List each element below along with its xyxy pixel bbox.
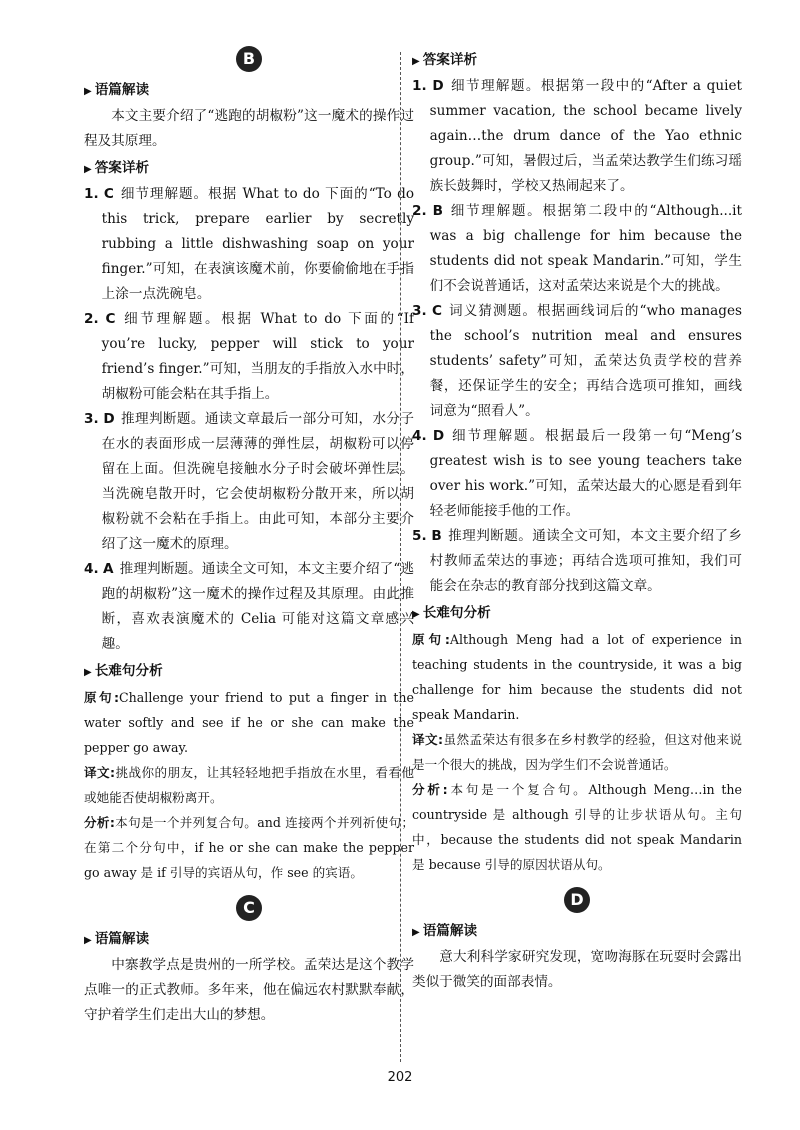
translation: 译文:虽然孟荣达有很多在乡村教学的经验，但这对他来说是一个很大的挑战，因为学生们不会说普通话。	[412, 732, 743, 772]
arrow-icon: ▶	[84, 86, 92, 97]
section-badge-d: D	[564, 887, 590, 913]
answer-item: 4. A 推理判断题。通读全文可知，本文主要介绍了“逃跑的胡椒粉”这一魔术的操作过程及其原理。由此推断，喜欢表演魔术的 Celia 可能对这篇文章感兴趣。	[84, 561, 414, 652]
answer-item: 1. C 细节理解题。根据 What to do 下面的“To do this trick, prepare earlier by secretly rubbing a little dishwashing soap on your finger.”可知，在表演该魔术前，你要偷偷地在手指上涂一点洗碗皂。	[84, 186, 414, 302]
section-heading-answers: ▶ 答案详析	[84, 160, 150, 176]
summary-paragraph: 中寨教学点是贵州的一所学校。孟荣达是这个教学点唯一的正式教师。多年来，他在偏远农村默默奉献，守护着学生们走出大山的梦想。	[84, 957, 414, 1023]
answer-list	[412, 74, 742, 599]
arrow-icon: ▶	[84, 667, 92, 678]
arrow-icon: ▶	[412, 927, 420, 938]
left-column	[84, 40, 414, 1028]
answer-item: 2. C 细节理解题。根据 What to do 下面的“If you’re lucky, pepper will stick to your friend’s finger.”可知，当朋友的手指放入水中时，胡椒粉可能会粘在其手指上。	[84, 311, 414, 402]
section-heading-summary: ▶ 语篇解读	[412, 923, 478, 939]
section-heading-answers: ▶ 答案详析	[412, 52, 478, 68]
arrow-icon: ▶	[84, 935, 92, 946]
answer-item: 4. D 细节理解题。根据最后一段第一句“Meng’s greatest wish is to see young teachers take over his work.”可知，孟荣达最大的心愿是看到年轻老师能接手他的工作。	[412, 428, 742, 519]
section-badge-c: C	[236, 895, 262, 921]
answer-item: 2. B 细节理解题。根据第二段中的“Although...it was a big challenge for him because the students did not speak Mandarin.”可知，学生们不会说普通话，这对孟荣达来说是个大的挑战。	[412, 203, 742, 294]
section-badge-b: B	[236, 46, 262, 72]
right-column	[412, 40, 742, 995]
column-divider	[400, 52, 401, 1062]
analysis: 分析:本句是一个复合句。Although Meng…in the countryside 是 although 引导的让步状语从句。主句中，because the students did not speak Mandarin 是 because 引导的原因状语从句。	[412, 782, 742, 872]
original-sentence: 原句:Although Meng had a lot of experience in teaching students in the countryside, it was a big challenge for him because the students did not speak Mandarin.	[412, 632, 742, 722]
answer-list	[84, 182, 414, 657]
section-heading-summary: ▶ 语篇解读	[84, 82, 150, 98]
summary-paragraph: 本文主要介绍了“逃跑的胡椒粉”这一魔术的操作过程及其原理。	[84, 108, 414, 149]
translation: 译文:挑战你的朋友，让其轻轻地把手指放在水里，看看他或她能否使胡椒粉离开。	[84, 765, 415, 805]
answer-item: 1. D 细节理解题。根据第一段中的“After a quiet summer vacation, the school became lively again…the drum dance of the Yao ethnic group.”可知，暑假过后，当孟荣达教学生们练习瑶族长鼓舞时，学校又热闹起来了。	[412, 78, 742, 194]
page-number: 202	[387, 1070, 413, 1085]
summary-paragraph: 意大利科学家研究发现，宽吻海豚在玩耍时会露出类似于微笑的面部表情。	[412, 949, 742, 990]
section-heading-long-sentence: ▶ 长难句分析	[412, 605, 491, 621]
arrow-icon: ▶	[412, 609, 420, 620]
answer-item: 5. B 推理判断题。通读全文可知，本文主要介绍了乡村教师孟荣达的事迹；再结合选项可推知，我们可能会在杂志的教育部分找到这篇文章。	[412, 528, 743, 594]
section-heading-long-sentence: ▶ 长难句分析	[84, 663, 163, 679]
answer-item: 3. D 推理判断题。通读文章最后一部分可知，水分子在水的表面形成一层薄薄的弹性层，胡椒粉可以停留在上面。但洗碗皂接触水分子时会破坏弹性层。当洗碗皂散开时，它会使胡椒粉分散开来，所以胡椒粉就不会粘在手指上。由此可知，本部分主要介绍了这一魔术的原理。	[84, 411, 414, 552]
arrow-icon: ▶	[84, 164, 92, 175]
answer-item: 3. C 词义猜测题。根据画线词后的“who manages the school’s nutrition meal and ensures students’ safety”可知，孟荣达负责学校的营养餐，还保证学生的安全；再结合选项可推知，画线词意为“照看人”。	[412, 303, 743, 419]
analysis: 分析:本句是一个并列复合句。and 连接两个并列祈使句；在第二个分句中，if he or she can make the pepper go away 是 if 引导的宾语从句，作 see 的宾语。	[84, 815, 414, 880]
section-heading-summary: ▶ 语篇解读	[84, 931, 150, 947]
arrow-icon: ▶	[412, 56, 420, 67]
original-sentence: 原句:Challenge your friend to put a finger in the water softly and see if he or she can make the pepper go away.	[84, 690, 414, 755]
